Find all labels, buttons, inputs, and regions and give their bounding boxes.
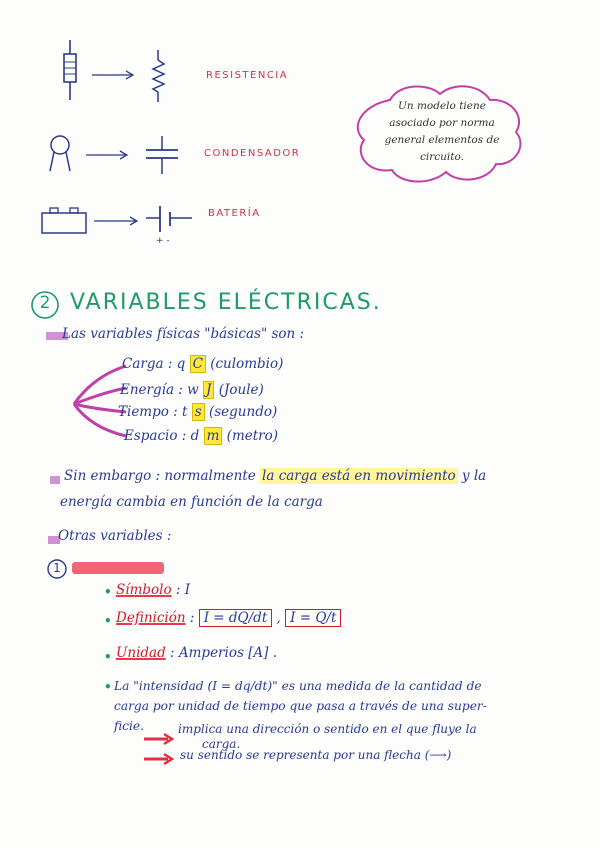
basic-var-row (122, 356, 283, 372)
definicion-label: Definición (116, 610, 186, 626)
resistor-label: RESISTENCIA (206, 70, 289, 81)
however-line1 (64, 468, 486, 484)
red-arrow-icon (144, 734, 174, 744)
arrow-note-2: su sentido se representa por una flecha (⟶) (180, 748, 452, 762)
basic-var-row (124, 428, 278, 444)
cloud-note-line: general elementos de (384, 134, 500, 146)
unidad-row (116, 645, 277, 661)
highlight-mark (50, 476, 60, 484)
cloud-note (364, 98, 520, 166)
capacitor-photo-icon (44, 135, 76, 175)
arrow-note-line: carga. (202, 737, 241, 751)
unidad-value: : Amperios [A] . (170, 645, 278, 661)
cloud-note-line: circuito. (420, 151, 464, 163)
red-arrow-icon (144, 754, 174, 764)
however-highlight: la carga está en movimiento (262, 468, 456, 484)
brace-arrows (70, 360, 130, 442)
resistor-symbol-icon (150, 50, 170, 104)
intensity-line: carga por unidad de tiempo que pasa a través de una super- (114, 699, 487, 713)
section-number: 2 (39, 293, 51, 313)
basic-var-unit: J (203, 381, 214, 399)
basic-var-desc: (Joule) (218, 382, 264, 398)
basic-var-label: Energía : w (120, 382, 199, 398)
capacitor-label: CONDENSADOR (204, 148, 301, 159)
battery-symbol-icon (146, 204, 196, 234)
battery-photo-icon (40, 206, 90, 236)
basic-var-unit: m (204, 427, 223, 445)
other-vars-heading: Otras variables : (58, 528, 172, 544)
cloud-note-line: asociado por norma (389, 117, 495, 129)
item-number: 1 (53, 561, 61, 575)
definicion-formula: I = Q/t (285, 609, 341, 627)
arrow-icon (86, 150, 130, 160)
basic-var-label: Espacio : d (124, 428, 200, 444)
basic-var-label: Tiempo : t (118, 404, 188, 420)
bullet-icon: • (104, 585, 112, 599)
cloud-note-line: Un modelo tiene (398, 100, 486, 112)
basic-var-unit: s (192, 403, 205, 421)
resistor-photo-icon (58, 40, 82, 104)
simbolo-row (116, 582, 190, 598)
however-line2: energía cambia en función de la carga (60, 494, 323, 510)
basic-var-row (120, 382, 264, 398)
capacitor-symbol-icon (142, 136, 182, 176)
basic-intro: Las variables físicas "básicas" son : (62, 326, 305, 342)
intensity-line: La "intensidad (I = dq/dt)" es una medida de la cantidad de (114, 679, 482, 693)
basic-var-desc: (metro) (226, 428, 279, 444)
bullet-icon: • (104, 650, 112, 664)
battery-label: BATERÍA (208, 208, 261, 219)
definicion-row: Definición : I = dQ/dt , I = Q/t (116, 610, 341, 626)
basic-var-unit: C (190, 355, 206, 373)
simbolo-label: Símbolo (116, 582, 172, 598)
simbolo-value: : I (175, 582, 191, 598)
arrow-note-line: implica una dirección o sentido en el que fluye la (178, 722, 477, 736)
basic-var-row (118, 404, 277, 420)
section-title: VARIABLES ELÉCTRICAS. (70, 290, 382, 315)
redacted-heading-mark (72, 562, 164, 574)
arrow-icon (92, 70, 136, 80)
arrow-icon (94, 216, 140, 226)
bullet-icon: • (104, 614, 112, 628)
basic-var-label: Carga : q (122, 356, 186, 372)
battery-polarity: + - (156, 236, 170, 246)
definicion-formula: I = dQ/dt (199, 609, 273, 627)
however-before: Sin embargo : normalmente (64, 468, 256, 484)
basic-var-desc: (segundo) (208, 404, 278, 420)
intensity-line: ficie. (114, 719, 144, 733)
however-after: y la (461, 468, 487, 484)
unidad-label: Unidad (116, 645, 166, 661)
basic-var-desc: (culombio) (210, 356, 284, 372)
bullet-icon: • (104, 680, 112, 694)
